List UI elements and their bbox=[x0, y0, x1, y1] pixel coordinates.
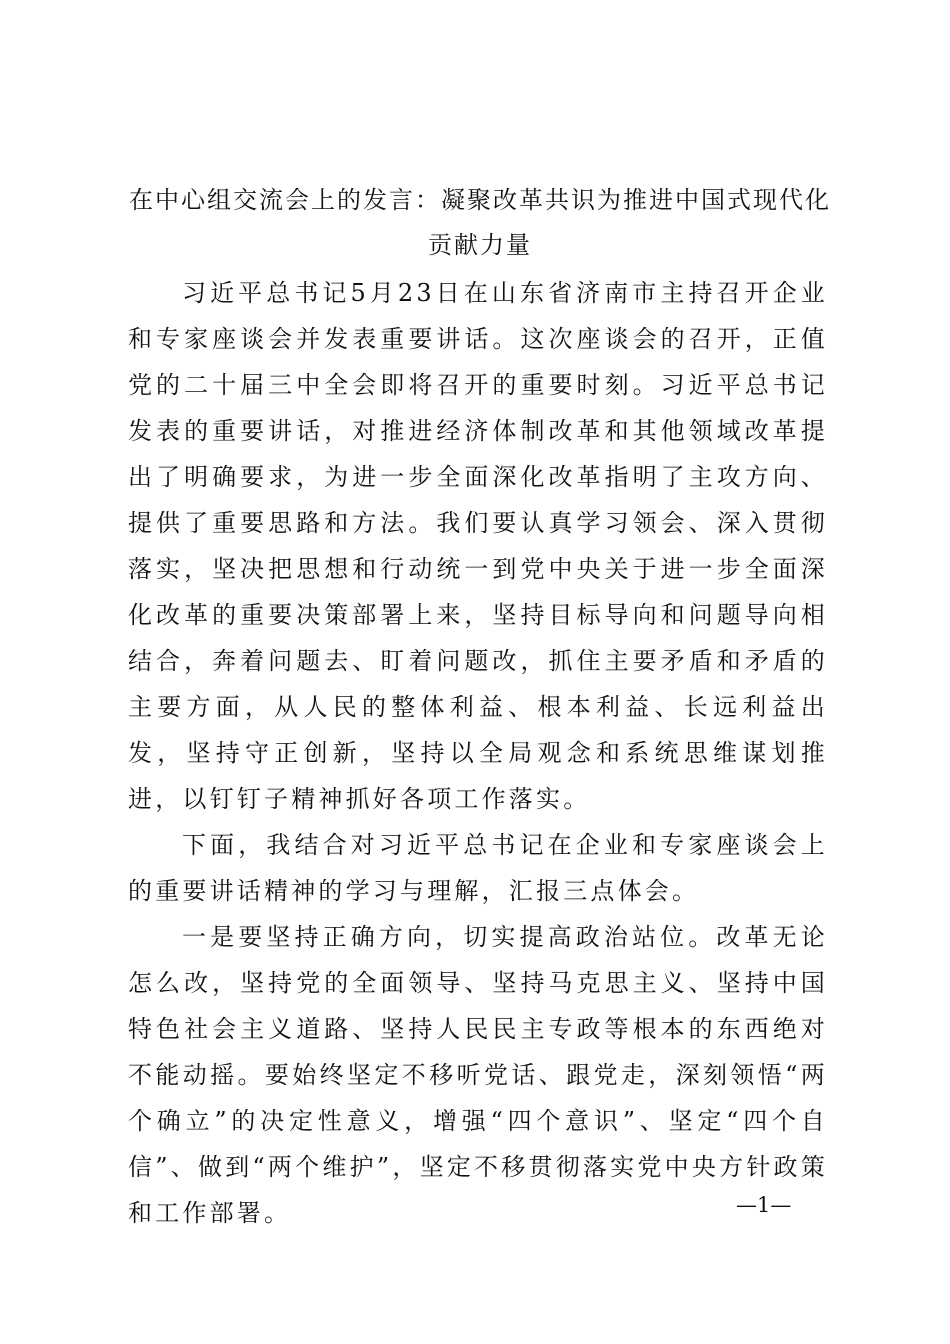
paragraph-2: 下面，我结合对习近平总书记在企业和专家座谈会上的重要讲话精神的学习与理解，汇报三点体会。 bbox=[128, 831, 828, 905]
page-number: —1— bbox=[736, 1193, 792, 1217]
document-body bbox=[128, 270, 828, 1236]
paragraph-3: 一是要坚持正确方向，切实提高政治站位。改革无论怎么改，坚持党的全面领导、坚持马克思主义、坚持中国特色社会主义道路、坚持人民民主专政等根本的东西绝对不能动摇。要始终坚定不移听党话、跟党走，深刻领悟“两个确立”的决定性意义，增强“四个意识”、坚定“四个自信”、做到“两个维护”，坚定不移贯彻落实党中央方针政策和工作部署。 bbox=[128, 923, 828, 1227]
document-title: 在中心组交流会上的发言：凝聚改革共识为推进中国式现代化贡献力量 bbox=[129, 186, 831, 259]
paragraph-1: 习近平总书记5月23日在山东省济南市主持召开企业和专家座谈会并发表重要讲话。这次座谈会的召开，正值党的二十届三中全会即将召开的重要时刻。习近平总书记发表的重要讲话，对推进经济体制改革和其他领域改革提出了明确要求，为进一步全面深化改革指明了主攻方向、提供了重要思路和方法。我们要认真学习领会、深入贯彻落实，坚决把思想和行动统一到党中央关于进一步全面深化改革的重要决策部署上来，坚持目标导向和问题导向相结合，奔着问题去、盯着问题改，抓住主要矛盾和矛盾的主要方面，从人民的整体利益、根本利益、长远利益出发，坚持守正创新，坚持以全局观念和系统思维谋划推进，以钉钉子精神抓好各项工作落实。 bbox=[128, 279, 828, 813]
